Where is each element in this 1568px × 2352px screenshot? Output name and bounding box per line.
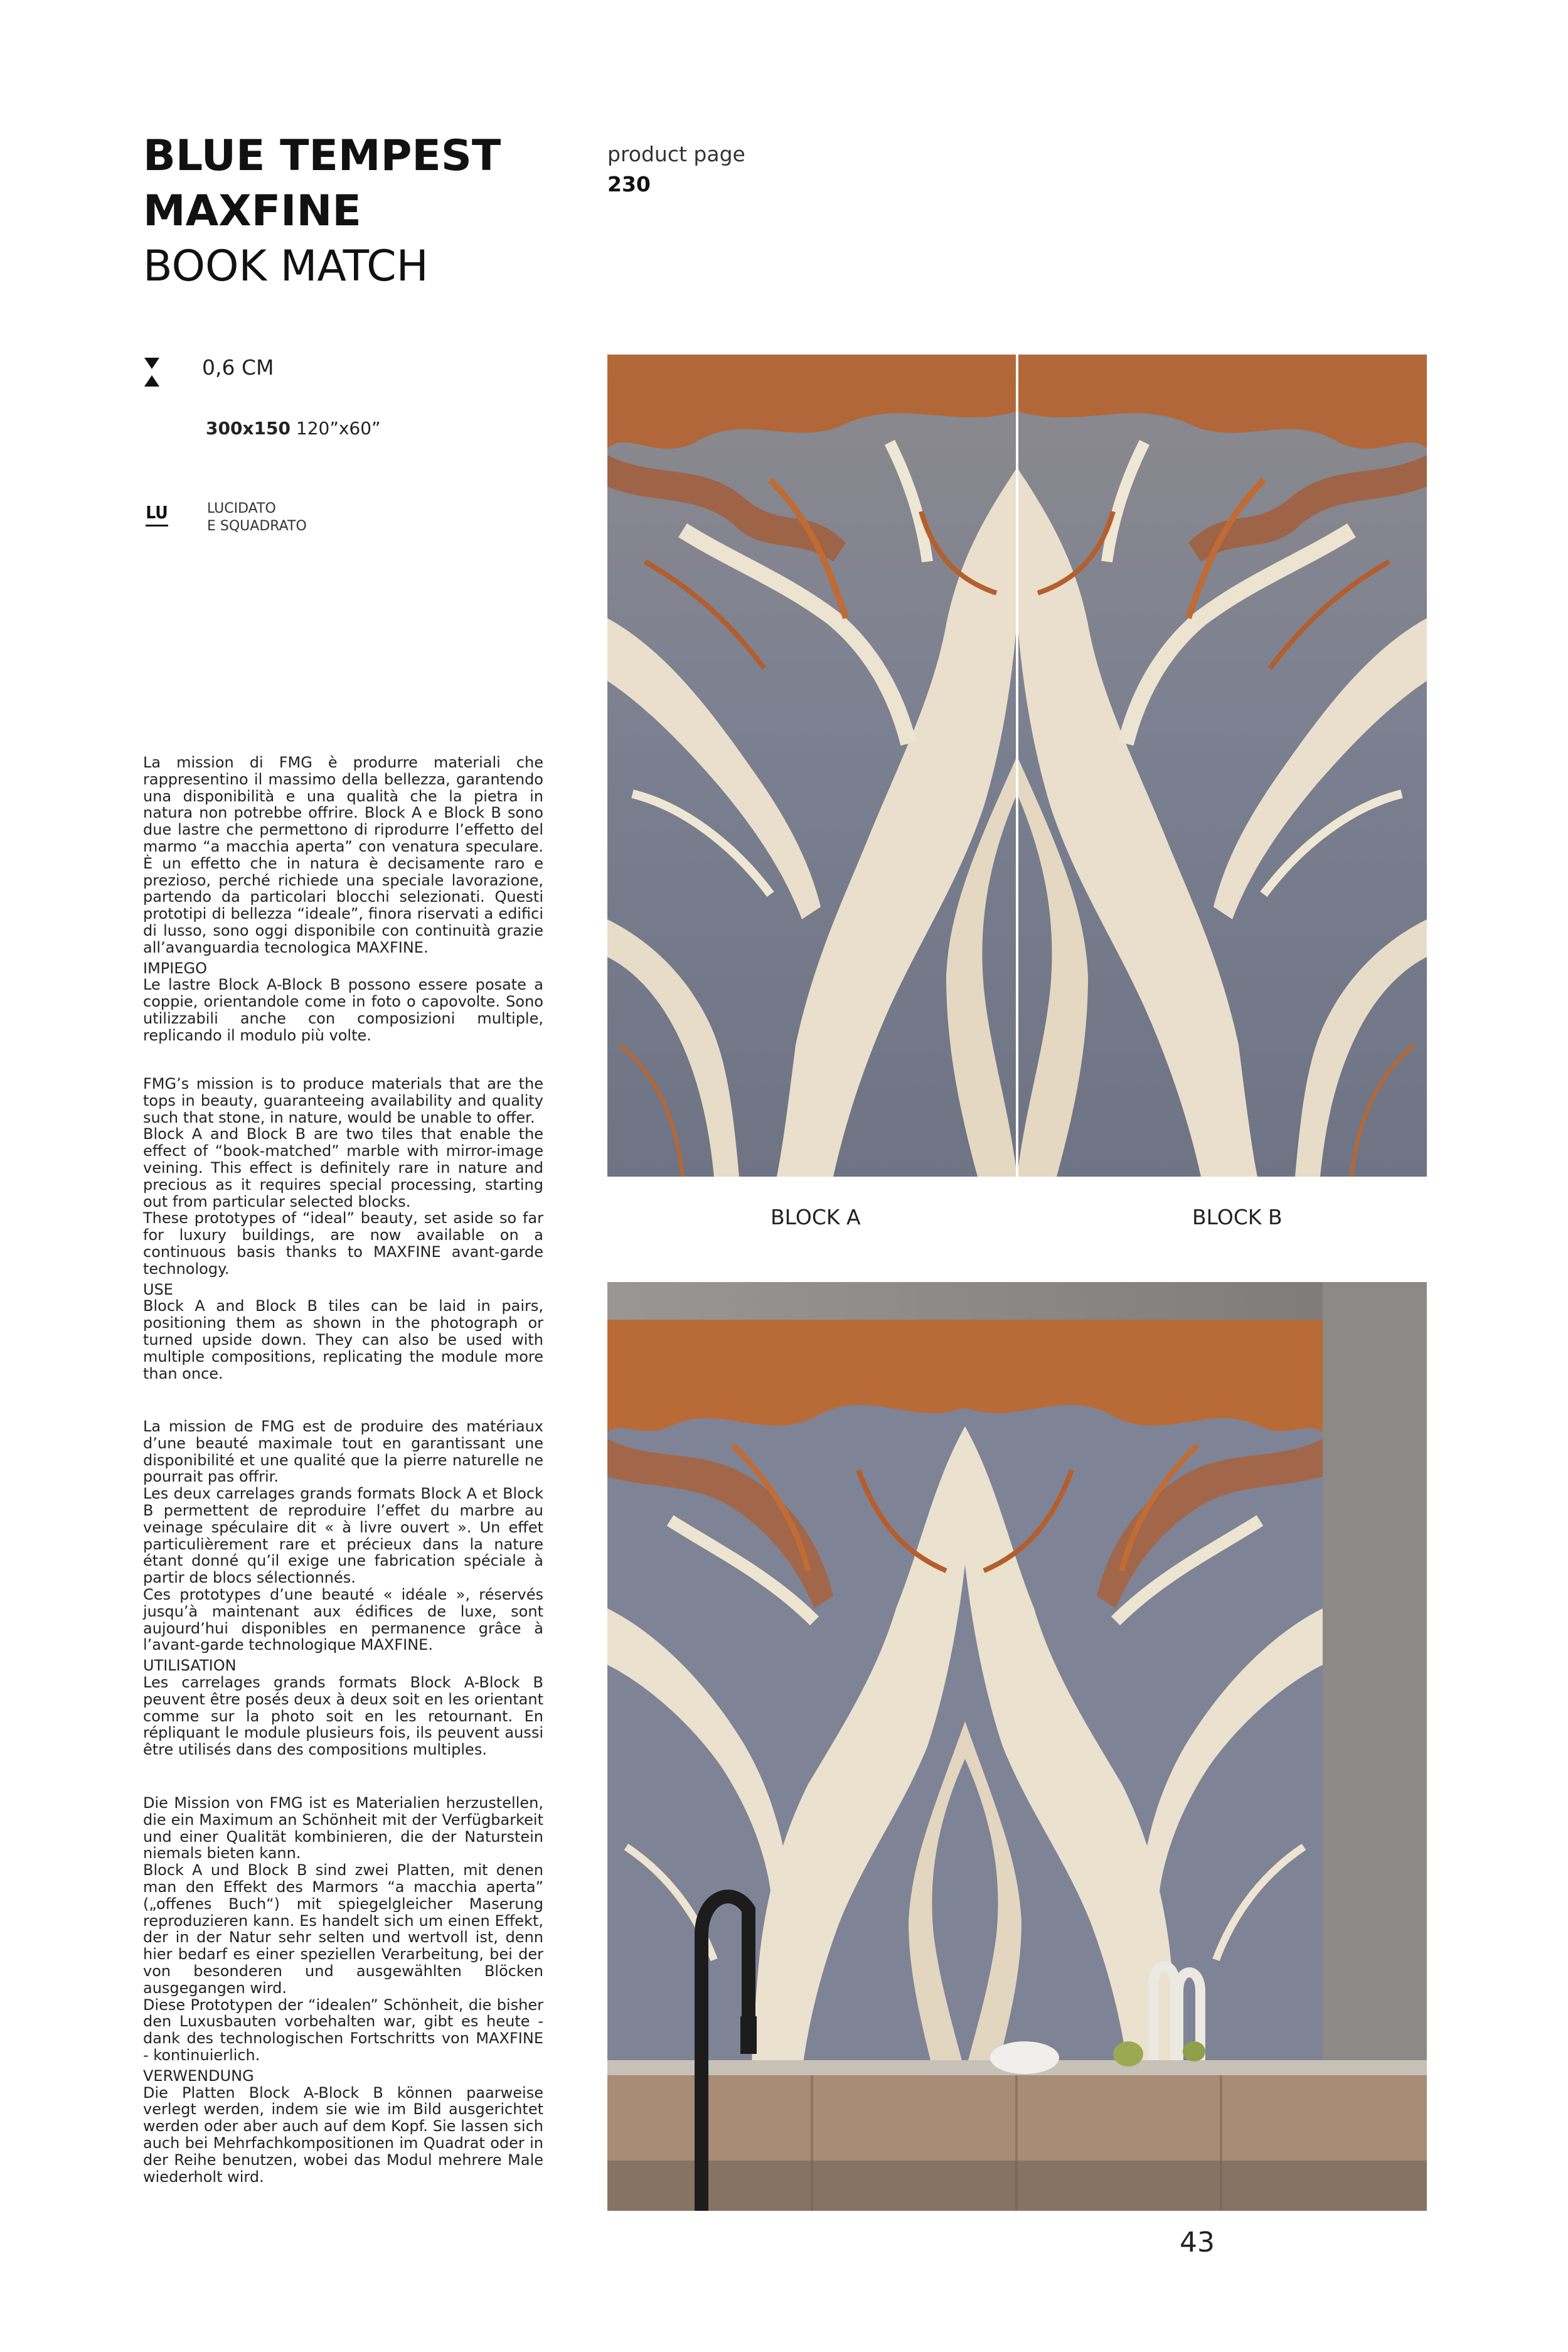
product-page-label: product page: [607, 142, 745, 166]
size-metric: 300x150: [206, 418, 291, 439]
french-heading: UTILISATION: [143, 1657, 237, 1675]
thickness-icon: [143, 356, 161, 388]
german-usage: Die Platten Block A-Block B können paarweise verlegt werden, indem sie wie im Bild ausgerichtet werden oder aber auch auf dem Kopf. Sie lassen sich auch bei Mehrfachkompositionen im Quadrat oder in der Reihe benutzen, wobei das Modul mehrere Male wiederholt wird.: [143, 2083, 543, 2186]
german-heading: VERWENDUNG: [143, 2066, 254, 2085]
lucidato-icon: [143, 502, 171, 530]
kitchen-installation-image: [607, 1282, 1427, 2211]
thickness-value: 0,6 CM: [202, 355, 274, 380]
book-match-slabs-image: [607, 355, 1427, 1177]
title-line-1: BLUE TEMPEST: [143, 131, 501, 181]
product-title: [143, 129, 501, 294]
size-imperial: 120”x60”: [296, 418, 381, 439]
text-english: [143, 1076, 543, 1382]
block-b-label: BLOCK B: [1192, 1205, 1283, 1229]
title-line-3: BOOK MATCH: [143, 242, 429, 291]
title-line-2: MAXFINE: [143, 186, 361, 236]
italian-usage: Le lastre Block A-Block B possono essere posate a coppie, orientandole come in foto o capovolte. Sono utilizzabili anche con composizioni multiple, replicando il modulo più volte.: [143, 976, 543, 1044]
finish-line-1: LUCIDATO: [207, 501, 276, 516]
german-body: Die Mission von FMG ist es Materialien herzustellen, die ein Maximum an Schönheit mit der Verfügbarkeit und einer Qualität kombinieren, die der Naturstein niemals bieten kann. Block A und Block B sind zwei Platten, mit denen man den Effekt des Marmors “a macchia aperta” („offenes Buch“) mit spiegelgleicher Maserung reproduzieren kann. Es handelt sich um einen Effekt, der in der Natur sehr selten und wertvoll ist, denn hier bedarf es einer speziellen Verarbeitung, bei der von besonderen und ausgewählten Blöcken ausgegangen wird. Diese Prototypen der “idealen” Schönheit, die bisher den Luxusbauten vorbehalten war, gibt es heute - dank des technologischen Fortschritts von MAXFINE - kontinuierlich.: [143, 1794, 543, 2064]
text-french: [143, 1418, 543, 1758]
product-page-number: 230: [607, 172, 651, 196]
block-a-label: BLOCK A: [771, 1205, 861, 1229]
finish-description: [207, 500, 307, 535]
finish-line-2: E SQUADRATO: [207, 518, 307, 534]
size-spec: [206, 418, 381, 439]
french-body: La mission de FMG est de produire des matériaux d’une beauté maximale tout en garantissant une disponibilité et une qualité que la pierre naturelle ne pourrait pas offrir. Les deux carrelages grands formats Block A et Block B permettent de reproduire l’effet du marbre au veinage spéculaire dit « à livre ouvert ». Un effet particulièrement rare et précieux dans la nature étant donné qu’il exige une fabrication spéciale à partir de blocs sélectionnés. Ces prototypes d’une beauté « idéale », réservés jusqu’à maintenant aux édifices de luxe, sont aujourd’hui disponibles en permanence grâce à l’avant-garde technologique MAXFINE.: [143, 1418, 543, 1654]
lucidato-icon-text: LU: [146, 502, 168, 523]
italian-heading: IMPIEGO: [143, 959, 207, 977]
english-usage: Block A and Block B tiles can be laid in pairs, positioning them as shown in the photograph or turned upside down. They can also be used with multiple compositions, replicating the module more than once.: [143, 1297, 543, 1382]
page-number: 43: [1180, 2226, 1215, 2258]
product-page-reference: [607, 139, 745, 200]
english-body: FMG’s mission is to produce materials that are the tops in beauty, guaranteeing availability and quality such that stone, in nature, would be unable to offer. Block A and Block B are two tiles that enable the effect of “book-matched” marble with mirror-image veining. This effect is definitely rare in nature and precious as it requires special processing, starting out from particular selected blocks. These prototypes of “ideal” beauty, set aside so far for luxury buildings, are now available on a continuous basis thanks to MAXFINE avant-garde technology.: [143, 1075, 543, 1278]
french-usage: Les carrelages grands formats Block A-Block B peuvent être posés deux à deux soit en les orientant comme sur la photo soit en les retournant. En répliquant le module plusieurs fois, ils peuvent aussi être utilisés dans des compositions multiples.: [143, 1673, 543, 1759]
text-italian: [143, 754, 543, 1044]
kitchen-illustration: [607, 1282, 1427, 2211]
slabs-illustration: [607, 355, 1427, 1177]
italian-body: La mission di FMG è produrre materiali che rappresentino il massimo della bellezza, garantendo una disponibilità e una qualità che la pietra in natura non potrebbe offrire. Block A e Block B sono due lastre che permettono di riprodurre l’effetto del marmo “a macchia aperta” con venatura speculare. È un effetto che in natura è decisamente raro e prezioso, perché richiede una speciale lavorazione, partendo da particolari blocchi selezionati. Questi prototipi di bellezza “ideale”, finora riservati a edifici di lusso, sono oggi disponibile con continuità grazie all’avanguardia tecnologica MAXFINE.: [143, 754, 543, 956]
english-heading: USE: [143, 1280, 173, 1298]
text-german: [143, 1795, 543, 2185]
